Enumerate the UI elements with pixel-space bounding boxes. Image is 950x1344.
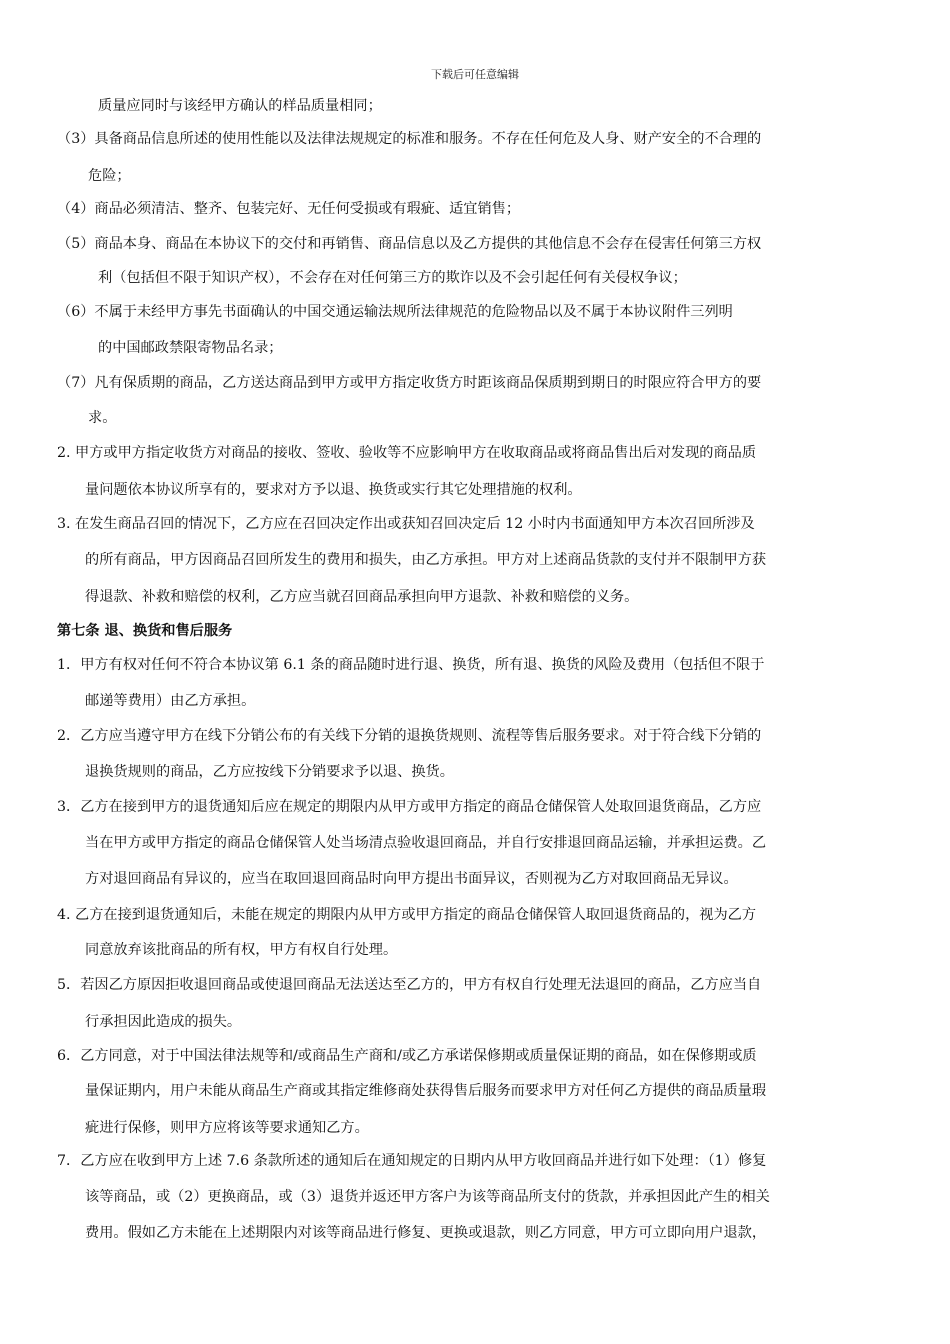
- paragraph-line: 2. 甲方或甲方指定收货方对商品的接收、签收、验收等不应影响甲方在收取商品或将商品售出后对发现的商品质: [57, 445, 757, 461]
- section-heading: 第七条 退、换货和售后服务: [57, 623, 233, 639]
- paragraph-line: 质量应同时与该经甲方确认的样品质量相同；: [98, 98, 382, 114]
- paragraph-line: 的所有商品，甲方因商品召回所发生的费用和损失，由乙方承担。甲方对上述商品货款的支付并不限制甲方获: [85, 552, 767, 568]
- paragraph-line: 方对退回商品有异议的，应当在取回退回商品时向甲方提出书面异议，否则视为乙方对取回商品无异议。: [85, 871, 738, 887]
- paragraph-line: （4）商品必须清洁、整齐、包装完好、无任何受损或有瑕疵、适宜销售；: [57, 201, 521, 217]
- paragraph-line: （7）凡有保质期的商品，乙方送达商品到甲方或甲方指定收货方时距该商品保质期到期日的时限应符合甲方的要: [57, 375, 762, 391]
- paragraph-line: 危险；: [88, 168, 131, 184]
- paragraph-line: 3．乙方在接到甲方的退货通知后应在规定的期限内从甲方或甲方指定的商品仓储保管人处取回退货商品，乙方应: [57, 799, 762, 815]
- paragraph-line: 费用。假如乙方未能在上述期限内对该等商品进行修复、更换或退款，则乙方同意，甲方可立即向用户退款，: [85, 1225, 767, 1241]
- paragraph-line: 邮递等费用）由乙方承担。: [85, 693, 256, 709]
- paragraph-line: 的中国邮政禁限寄物品名录；: [98, 340, 283, 356]
- paragraph-line: 量保证期内，用户未能从商品生产商或其指定维修商处获得售后服务而要求甲方对任何乙方提供的商品质量瑕: [85, 1083, 767, 1099]
- paragraph-line: 当在甲方或甲方指定的商品仓储保管人处当场清点验收退回商品，并自行安排退回商品运输，并承担运费。乙: [85, 835, 767, 851]
- paragraph-line: 6．乙方同意，对于中国法律法规等和/或商品生产商和/或乙方承诺保修期或质量保证期的商品，如在保修期或质: [57, 1048, 757, 1064]
- paragraph-line: 同意放弃该批商品的所有权，甲方有权自行处理。: [85, 942, 398, 958]
- paragraph-line: 2．乙方应当遵守甲方在线下分销公布的有关线下分销的退换货规则、流程等售后服务要求。对于符合线下分销的: [57, 728, 762, 744]
- paragraph-line: 该等商品，或（2）更换商品，或（3）退货并返还甲方客户为该等商品所支付的货款，并承担因此产生的相关: [85, 1189, 770, 1205]
- paragraph-line: 7．乙方应在收到甲方上述 7.6 条款所述的通知后在通知规定的日期内从甲方收回商品并进行如下处理：（1）修复: [57, 1153, 767, 1169]
- paragraph-line: 利（包括但不限于知识产权），不会存在对任何第三方的欺诈以及不会引起任何有关侵权争议；: [98, 270, 687, 286]
- paragraph-line: 3. 在发生商品召回的情况下，乙方应在召回决定作出或获知召回决定后 12 小时内书面通知甲方本次召回所涉及: [57, 516, 755, 532]
- paragraph-line: 退换货规则的商品，乙方应按线下分销要求予以退、换货。: [85, 764, 454, 780]
- page-header: 下载后可任意编辑: [431, 68, 519, 81]
- paragraph-line: 行承担因此造成的损失。: [85, 1014, 242, 1030]
- paragraph-line: 4. 乙方在接到退货通知后，未能在规定的期限内从甲方或甲方指定的商品仓储保管人取回退货商品的，视为乙方: [57, 907, 757, 923]
- paragraph-line: 5．若因乙方原因拒收退回商品或使退回商品无法送达至乙方的，甲方有权自行处理无法退回的商品，乙方应当自: [57, 977, 762, 993]
- paragraph-line: 量问题依本协议所享有的，要求对方予以退、换货或实行其它处理措施的权利。: [85, 482, 582, 498]
- paragraph-line: 得退款、补救和赔偿的权利，乙方应当就召回商品承担向甲方退款、补救和赔偿的义务。: [85, 589, 639, 605]
- paragraph-line: （6）不属于未经甲方事先书面确认的中国交通运输法规所法律规范的危险物品以及不属于本协议附件三列明: [57, 304, 733, 320]
- paragraph-line: 求。: [88, 410, 117, 426]
- paragraph-line: 1．甲方有权对任何不符合本协议第 6.1 条的商品随时进行退、换货，所有退、换货的风险及费用（包括但不限于: [57, 657, 765, 673]
- paragraph-line: （3）具备商品信息所述的使用性能以及法律法规规定的标准和服务。不存在任何危及人身、财产安全的不合理的: [57, 131, 762, 147]
- paragraph-line: （5）商品本身、商品在本协议下的交付和再销售、商品信息以及乙方提供的其他信息不会存在侵害任何第三方权: [57, 236, 762, 252]
- paragraph-line: 疵进行保修，则甲方应将该等要求通知乙方。: [85, 1120, 369, 1136]
